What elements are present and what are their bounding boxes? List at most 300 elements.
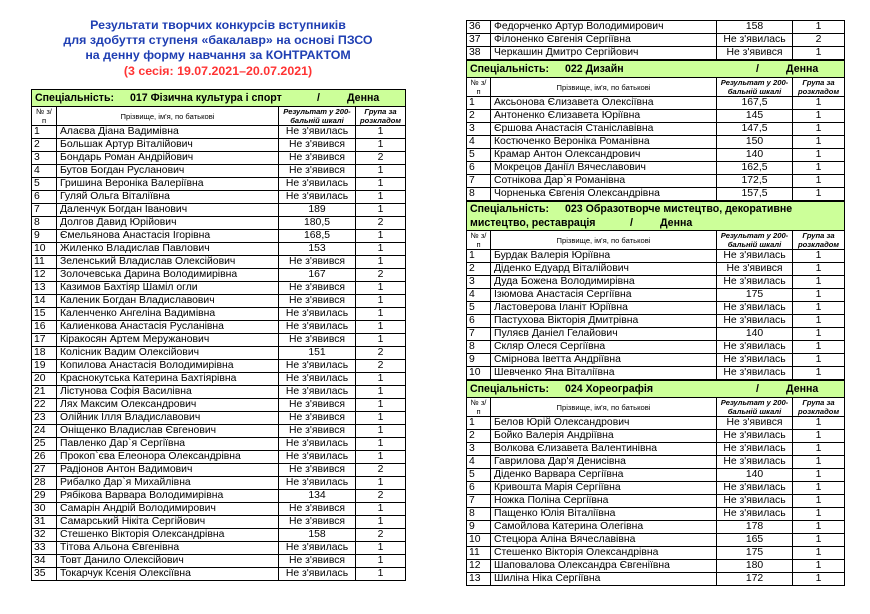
result-score: Не з'явилась bbox=[279, 126, 356, 139]
table-023 bbox=[466, 201, 845, 380]
schedule-group: 2 bbox=[356, 152, 406, 165]
table-row bbox=[467, 573, 845, 586]
table-row bbox=[32, 217, 406, 230]
result-score: Не з'явилась bbox=[717, 482, 793, 495]
row-number: 29 bbox=[32, 490, 57, 503]
row-number: 38 bbox=[467, 47, 491, 60]
table-row bbox=[467, 456, 845, 469]
result-score: Не з'явився bbox=[279, 425, 356, 438]
result-score: 147,5 bbox=[717, 123, 793, 136]
schedule-group: 2 bbox=[356, 217, 406, 230]
row-number: 13 bbox=[32, 282, 57, 295]
applicant-name: Алаєва Діана Вадимівна bbox=[57, 126, 279, 139]
schedule-group: 1 bbox=[356, 308, 406, 321]
schedule-group: 1 bbox=[356, 451, 406, 464]
schedule-group: 1 bbox=[356, 386, 406, 399]
applicant-name: Олійник Ілля Владиславович bbox=[57, 412, 279, 425]
applicant-name: Чорненька Євгенія Олександрівна bbox=[491, 188, 717, 201]
applicant-name: Самойлова Катерина Олегівна bbox=[491, 521, 717, 534]
schedule-group: 1 bbox=[793, 302, 845, 315]
col-header-result: Результат у 200-бальній шкалі bbox=[279, 107, 356, 126]
schedule-group: 1 bbox=[793, 123, 845, 136]
schedule-group: 1 bbox=[793, 110, 845, 123]
header-line-2: для здобуття ступеня «бакалавр» на основі ПЗСО bbox=[63, 33, 373, 48]
row-number: 1 bbox=[467, 417, 491, 430]
applicant-name: Лях Максим Олександрович bbox=[57, 399, 279, 412]
schedule-group: 1 bbox=[356, 256, 406, 269]
row-number: 37 bbox=[467, 34, 491, 47]
result-score: Не з'явилась bbox=[717, 508, 793, 521]
row-number: 6 bbox=[467, 162, 491, 175]
schedule-group: 1 bbox=[356, 334, 406, 347]
result-score: Не з'явився bbox=[717, 263, 793, 276]
result-score: Не з'явилась bbox=[279, 191, 356, 204]
applicant-name: Краснокутська Катерина Бахтіярівна bbox=[57, 373, 279, 386]
schedule-group: 1 bbox=[356, 438, 406, 451]
table-row bbox=[467, 302, 845, 315]
applicant-name: Діденко Варвара Сергіївна bbox=[491, 469, 717, 482]
study-form: Денна bbox=[786, 63, 819, 75]
col-header-num: № з/п bbox=[32, 107, 57, 126]
row-number: 34 bbox=[32, 555, 57, 568]
table-row bbox=[32, 152, 406, 165]
applicant-name: Павленко Дар`я Сергіївна bbox=[57, 438, 279, 451]
result-score: Не з'явився bbox=[279, 412, 356, 425]
specialty-name: 022 Дизайн bbox=[565, 63, 624, 75]
schedule-group: 1 bbox=[356, 542, 406, 555]
result-score: 162,5 bbox=[717, 162, 793, 175]
study-form: Денна bbox=[786, 383, 819, 395]
schedule-group: 1 bbox=[793, 175, 845, 188]
row-number: 2 bbox=[467, 263, 491, 276]
col-header-name: Прізвище, ім'я, по батькові bbox=[491, 398, 717, 417]
table-row bbox=[32, 191, 406, 204]
schedule-group: 1 bbox=[793, 430, 845, 443]
schedule-group: 1 bbox=[356, 516, 406, 529]
table-row bbox=[467, 354, 845, 367]
row-number: 19 bbox=[32, 360, 57, 373]
schedule-group: 1 bbox=[356, 321, 406, 334]
row-number: 9 bbox=[467, 354, 491, 367]
schedule-group: 1 bbox=[356, 555, 406, 568]
table-row bbox=[32, 542, 406, 555]
col-header-num: № з/п bbox=[467, 398, 491, 417]
column-header-row bbox=[467, 78, 845, 97]
table-row bbox=[32, 516, 406, 529]
result-score: Не з'явилась bbox=[717, 34, 793, 47]
schedule-group: 1 bbox=[793, 534, 845, 547]
col-header-name: Прізвище, ім'я, по батькові bbox=[491, 78, 717, 97]
applicant-name: Бондарь Роман Андрійович bbox=[57, 152, 279, 165]
applicant-name: Токарчук Ксенія Олексіївна bbox=[57, 568, 279, 581]
result-score: Не з'явилась bbox=[717, 276, 793, 289]
applicant-name: Ємельянова Анастасія Ігорівна bbox=[57, 230, 279, 243]
applicant-name: Товт Данило Олексійович bbox=[57, 555, 279, 568]
table-022 bbox=[466, 60, 845, 201]
row-number: 18 bbox=[32, 347, 57, 360]
table-row bbox=[32, 503, 406, 516]
specialty-row-s024 bbox=[467, 381, 845, 398]
table-row bbox=[32, 139, 406, 152]
result-score: 150 bbox=[717, 136, 793, 149]
table-row bbox=[32, 126, 406, 139]
row-number: 13 bbox=[467, 573, 491, 586]
result-score: 175 bbox=[717, 289, 793, 302]
schedule-group: 1 bbox=[793, 47, 845, 60]
specialty-separator: / bbox=[756, 383, 759, 395]
schedule-group: 1 bbox=[356, 425, 406, 438]
schedule-group: 1 bbox=[793, 276, 845, 289]
applicant-name: Радіонов Антон Вадимович bbox=[57, 464, 279, 477]
table-row bbox=[467, 175, 845, 188]
result-score: 172 bbox=[717, 573, 793, 586]
schedule-group: 1 bbox=[793, 443, 845, 456]
result-score: Не з'явився bbox=[279, 152, 356, 165]
result-score: Не з'явилась bbox=[279, 386, 356, 399]
result-score: 158 bbox=[717, 21, 793, 34]
table-row bbox=[467, 547, 845, 560]
applicant-name: Гаврилова Дар'я Денисівна bbox=[491, 456, 717, 469]
applicant-name: Рибалко Дар`я Михайлівна bbox=[57, 477, 279, 490]
schedule-group: 1 bbox=[356, 295, 406, 308]
header-line-1: Результати творчих конкурсів вступників bbox=[90, 18, 346, 32]
table-row bbox=[32, 243, 406, 256]
table-row bbox=[467, 136, 845, 149]
row-number: 10 bbox=[467, 534, 491, 547]
specialty-name-line-2: мистецтво, реставрація bbox=[470, 217, 596, 229]
result-score: Не з'явилась bbox=[279, 542, 356, 555]
table-row bbox=[32, 334, 406, 347]
table-row bbox=[32, 282, 406, 295]
table-row bbox=[467, 47, 845, 60]
result-score: 140 bbox=[717, 328, 793, 341]
result-score: Не з'явилась bbox=[717, 341, 793, 354]
table-row bbox=[467, 534, 845, 547]
result-score: 157,5 bbox=[717, 188, 793, 201]
schedule-group: 1 bbox=[356, 282, 406, 295]
document-header bbox=[31, 0, 405, 82]
applicant-name: Філоненко Євгенія Сергіївна bbox=[491, 34, 717, 47]
result-score: Не з'явилась bbox=[717, 367, 793, 380]
table-row bbox=[467, 508, 845, 521]
row-number: 4 bbox=[467, 289, 491, 302]
schedule-group: 2 bbox=[356, 464, 406, 477]
table-row bbox=[32, 386, 406, 399]
row-number: 7 bbox=[467, 495, 491, 508]
table-row bbox=[32, 165, 406, 178]
result-score: Не з'явилась bbox=[717, 456, 793, 469]
row-number: 28 bbox=[32, 477, 57, 490]
table-row bbox=[32, 490, 406, 503]
table-row bbox=[467, 263, 845, 276]
applicant-name: Каленченко Ангеліна Вадимівна bbox=[57, 308, 279, 321]
applicant-name: Стешенко Вікторія Олександрівна bbox=[57, 529, 279, 542]
table-row bbox=[467, 188, 845, 201]
table-row bbox=[32, 477, 406, 490]
result-score: Не з'явився bbox=[279, 165, 356, 178]
specialty-separator: / bbox=[317, 92, 320, 104]
schedule-group: 1 bbox=[356, 399, 406, 412]
result-score: 151 bbox=[279, 347, 356, 360]
specialty-row-s023 bbox=[467, 202, 845, 231]
schedule-group: 1 bbox=[356, 191, 406, 204]
schedule-group: 1 bbox=[793, 97, 845, 110]
specialty-row-s022 bbox=[467, 61, 845, 78]
schedule-group: 1 bbox=[356, 477, 406, 490]
result-score: Не з'явилась bbox=[279, 477, 356, 490]
row-number: 5 bbox=[467, 149, 491, 162]
row-number: 6 bbox=[467, 482, 491, 495]
schedule-group: 2 bbox=[356, 269, 406, 282]
result-score: Не з'явилась bbox=[717, 430, 793, 443]
result-score: Не з'явився bbox=[279, 516, 356, 529]
row-number: 7 bbox=[467, 175, 491, 188]
row-number: 8 bbox=[467, 341, 491, 354]
applicant-name: Копилова Анастасія Володимирівна bbox=[57, 360, 279, 373]
schedule-group: 2 bbox=[356, 490, 406, 503]
table-row bbox=[32, 308, 406, 321]
applicant-name: Дуда Божена Володимирівна bbox=[491, 276, 717, 289]
row-number: 3 bbox=[32, 152, 57, 165]
applicant-name: Самарін Андрій Володимирович bbox=[57, 503, 279, 516]
table-row bbox=[32, 269, 406, 282]
result-score: 153 bbox=[279, 243, 356, 256]
table-row bbox=[467, 341, 845, 354]
result-score: Не з'явився bbox=[279, 256, 356, 269]
result-score: 134 bbox=[279, 490, 356, 503]
row-number: 3 bbox=[467, 443, 491, 456]
table-017-continued bbox=[466, 20, 845, 60]
row-number: 10 bbox=[32, 243, 57, 256]
schedule-group: 1 bbox=[793, 354, 845, 367]
column-header-row bbox=[32, 107, 406, 126]
result-score: Не з'явився bbox=[279, 503, 356, 516]
row-number: 27 bbox=[32, 464, 57, 477]
result-score: 145 bbox=[717, 110, 793, 123]
table-row bbox=[32, 295, 406, 308]
applicant-name: Крамар Антон Олександрович bbox=[491, 149, 717, 162]
study-form: Денна bbox=[660, 217, 693, 229]
row-number: 9 bbox=[467, 521, 491, 534]
schedule-group: 1 bbox=[356, 178, 406, 191]
row-number: 4 bbox=[467, 136, 491, 149]
row-number: 4 bbox=[32, 165, 57, 178]
table-row bbox=[467, 162, 845, 175]
applicant-name: Кіракосян Артем Меружанович bbox=[57, 334, 279, 347]
schedule-group: 2 bbox=[793, 34, 845, 47]
row-number: 7 bbox=[467, 328, 491, 341]
table-row bbox=[467, 443, 845, 456]
result-score: Не з'явилась bbox=[279, 178, 356, 191]
table-017 bbox=[31, 89, 406, 581]
applicant-name: Гуляй Ольга Віталіївна bbox=[57, 191, 279, 204]
table-row bbox=[32, 204, 406, 217]
schedule-group: 2 bbox=[356, 347, 406, 360]
schedule-group: 1 bbox=[793, 250, 845, 263]
result-score: Не з'явилась bbox=[279, 321, 356, 334]
row-number: 2 bbox=[32, 139, 57, 152]
result-score: Не з'явився bbox=[279, 295, 356, 308]
table-row bbox=[32, 438, 406, 451]
row-number: 32 bbox=[32, 529, 57, 542]
applicant-name: Пащенко Юлія Віталіївна bbox=[491, 508, 717, 521]
schedule-group: 1 bbox=[793, 482, 845, 495]
row-number: 31 bbox=[32, 516, 57, 529]
specialty-name: 017 Фізична культура і спорт bbox=[130, 92, 282, 104]
schedule-group: 1 bbox=[793, 162, 845, 175]
result-score: Не з'явився bbox=[279, 399, 356, 412]
applicant-name: Большак Артур Віталійович bbox=[57, 139, 279, 152]
applicant-name: Тітова Альона Євгенівна bbox=[57, 542, 279, 555]
table-row bbox=[467, 250, 845, 263]
applicant-name: Оніщенко Владислав Євгенович bbox=[57, 425, 279, 438]
schedule-group: 2 bbox=[356, 529, 406, 542]
table-row bbox=[32, 555, 406, 568]
result-score: 189 bbox=[279, 204, 356, 217]
result-score: 178 bbox=[717, 521, 793, 534]
schedule-group: 1 bbox=[793, 263, 845, 276]
row-number: 2 bbox=[467, 430, 491, 443]
result-score: 168,5 bbox=[279, 230, 356, 243]
specialty-label: Спеціальність: bbox=[470, 203, 549, 215]
schedule-group: 1 bbox=[793, 573, 845, 586]
result-score: 180 bbox=[717, 560, 793, 573]
result-score: Не з'явилась bbox=[717, 250, 793, 263]
table-row bbox=[467, 97, 845, 110]
schedule-group: 1 bbox=[793, 341, 845, 354]
applicant-name: Казимов Бахтіяр Шаміл огли bbox=[57, 282, 279, 295]
specialty-name-line-1: 023 Образотворче мистецтво, декоративне bbox=[565, 203, 793, 215]
result-score: Не з'явився bbox=[717, 417, 793, 430]
table-row bbox=[32, 451, 406, 464]
applicant-name: Бутов Богдан Русланович bbox=[57, 165, 279, 178]
applicant-name: Самарський Нікіта Сергійович bbox=[57, 516, 279, 529]
session-dates: (3 сесія: 19.07.2021–20.07.2021) bbox=[123, 63, 313, 78]
row-number: 8 bbox=[467, 188, 491, 201]
result-score: 140 bbox=[717, 469, 793, 482]
result-score: 158 bbox=[279, 529, 356, 542]
row-number: 3 bbox=[467, 123, 491, 136]
row-number: 23 bbox=[32, 412, 57, 425]
applicant-name: Костюченко Вероніка Романівна bbox=[491, 136, 717, 149]
row-number: 1 bbox=[32, 126, 57, 139]
result-score: Не з'явилась bbox=[279, 451, 356, 464]
applicant-name: Золочевська Дарина Володимирівна bbox=[57, 269, 279, 282]
schedule-group: 1 bbox=[793, 495, 845, 508]
row-number: 1 bbox=[467, 250, 491, 263]
applicant-name: Долгов Давид Юрійович bbox=[57, 217, 279, 230]
applicant-name: Зеленський Владислав Олексійович bbox=[57, 256, 279, 269]
result-score: Не з'явилась bbox=[717, 495, 793, 508]
row-number: 21 bbox=[32, 386, 57, 399]
table-row bbox=[467, 110, 845, 123]
row-number: 17 bbox=[32, 334, 57, 347]
col-header-name: Прізвище, ім'я, по батькові bbox=[491, 231, 717, 250]
specialty-name: 024 Хореографія bbox=[565, 383, 654, 395]
result-score: Не з'явилась bbox=[717, 315, 793, 328]
applicant-name: Шевченко Яна Віталіївна bbox=[491, 367, 717, 380]
row-number: 22 bbox=[32, 399, 57, 412]
applicant-name: Смірнова Іветта Андріївна bbox=[491, 354, 717, 367]
row-number: 11 bbox=[32, 256, 57, 269]
row-number: 25 bbox=[32, 438, 57, 451]
schedule-group: 1 bbox=[356, 568, 406, 581]
col-header-result: Результат у 200-бальній шкалі bbox=[717, 78, 793, 97]
result-score: Не з'явилась bbox=[717, 354, 793, 367]
schedule-group: 1 bbox=[793, 188, 845, 201]
schedule-group: 1 bbox=[793, 417, 845, 430]
row-number: 36 bbox=[467, 21, 491, 34]
table-row bbox=[467, 482, 845, 495]
table-row bbox=[32, 464, 406, 477]
applicant-name: Пастухова Вікторія Дмитрівна bbox=[491, 315, 717, 328]
applicant-name: Стешенко Вікторія Олександрівна bbox=[491, 547, 717, 560]
applicant-name: Ножка Поліна Сергіївна bbox=[491, 495, 717, 508]
applicant-name: Лістунова Софія Василівна bbox=[57, 386, 279, 399]
result-score: Не з'явився bbox=[279, 334, 356, 347]
table-row bbox=[467, 328, 845, 341]
specialty-label: Спеціальність: bbox=[470, 383, 549, 395]
specialty-label: Спеціальність: bbox=[35, 92, 114, 104]
schedule-group: 1 bbox=[793, 149, 845, 162]
schedule-group: 1 bbox=[793, 456, 845, 469]
row-number: 26 bbox=[32, 451, 57, 464]
row-number: 12 bbox=[32, 269, 57, 282]
schedule-group: 1 bbox=[793, 547, 845, 560]
applicant-name: Волкова Єлизавета Валентинівна bbox=[491, 443, 717, 456]
row-number: 12 bbox=[467, 560, 491, 573]
col-header-group: Група за розкладом bbox=[793, 231, 845, 250]
applicant-name: Бурдак Валерія Юріївна bbox=[491, 250, 717, 263]
row-number: 5 bbox=[467, 469, 491, 482]
row-number: 3 bbox=[467, 276, 491, 289]
result-score: 140 bbox=[717, 149, 793, 162]
applicant-name: Даленчук Богдан Іванович bbox=[57, 204, 279, 217]
schedule-group: 1 bbox=[793, 469, 845, 482]
applicant-name: Аксьонова Єлизавета Олексіївна bbox=[491, 97, 717, 110]
schedule-group: 1 bbox=[793, 136, 845, 149]
schedule-group: 1 bbox=[793, 328, 845, 341]
table-row bbox=[32, 425, 406, 438]
schedule-group: 1 bbox=[793, 508, 845, 521]
specialty-label: Спеціальність: bbox=[470, 63, 549, 75]
table-row bbox=[467, 560, 845, 573]
table-row bbox=[467, 367, 845, 380]
applicant-name: Колісник Вадим Олексійович bbox=[57, 347, 279, 360]
applicant-name: Прокоп`єва Елеонора Олександрівна bbox=[57, 451, 279, 464]
row-number: 5 bbox=[467, 302, 491, 315]
applicant-name: Федорченко Артур Володимирович bbox=[491, 21, 717, 34]
result-score: Не з'явився bbox=[717, 47, 793, 60]
result-score: Не з'явилась bbox=[717, 443, 793, 456]
row-number: 6 bbox=[32, 191, 57, 204]
row-number: 30 bbox=[32, 503, 57, 516]
result-score: 167,5 bbox=[717, 97, 793, 110]
schedule-group: 1 bbox=[793, 21, 845, 34]
row-number: 8 bbox=[32, 217, 57, 230]
row-number: 9 bbox=[32, 230, 57, 243]
row-number: 1 bbox=[467, 97, 491, 110]
schedule-group: 1 bbox=[793, 315, 845, 328]
result-score: Не з'явилась bbox=[279, 308, 356, 321]
col-header-group: Група за розкладом bbox=[356, 107, 406, 126]
applicant-name: Мокрецов Даніїл Вячеславович bbox=[491, 162, 717, 175]
schedule-group: 1 bbox=[356, 165, 406, 178]
table-row bbox=[467, 149, 845, 162]
table-row bbox=[32, 399, 406, 412]
applicant-name: Шаповалова Олександра Євгеніївна bbox=[491, 560, 717, 573]
result-score: Не з'явилась bbox=[279, 438, 356, 451]
